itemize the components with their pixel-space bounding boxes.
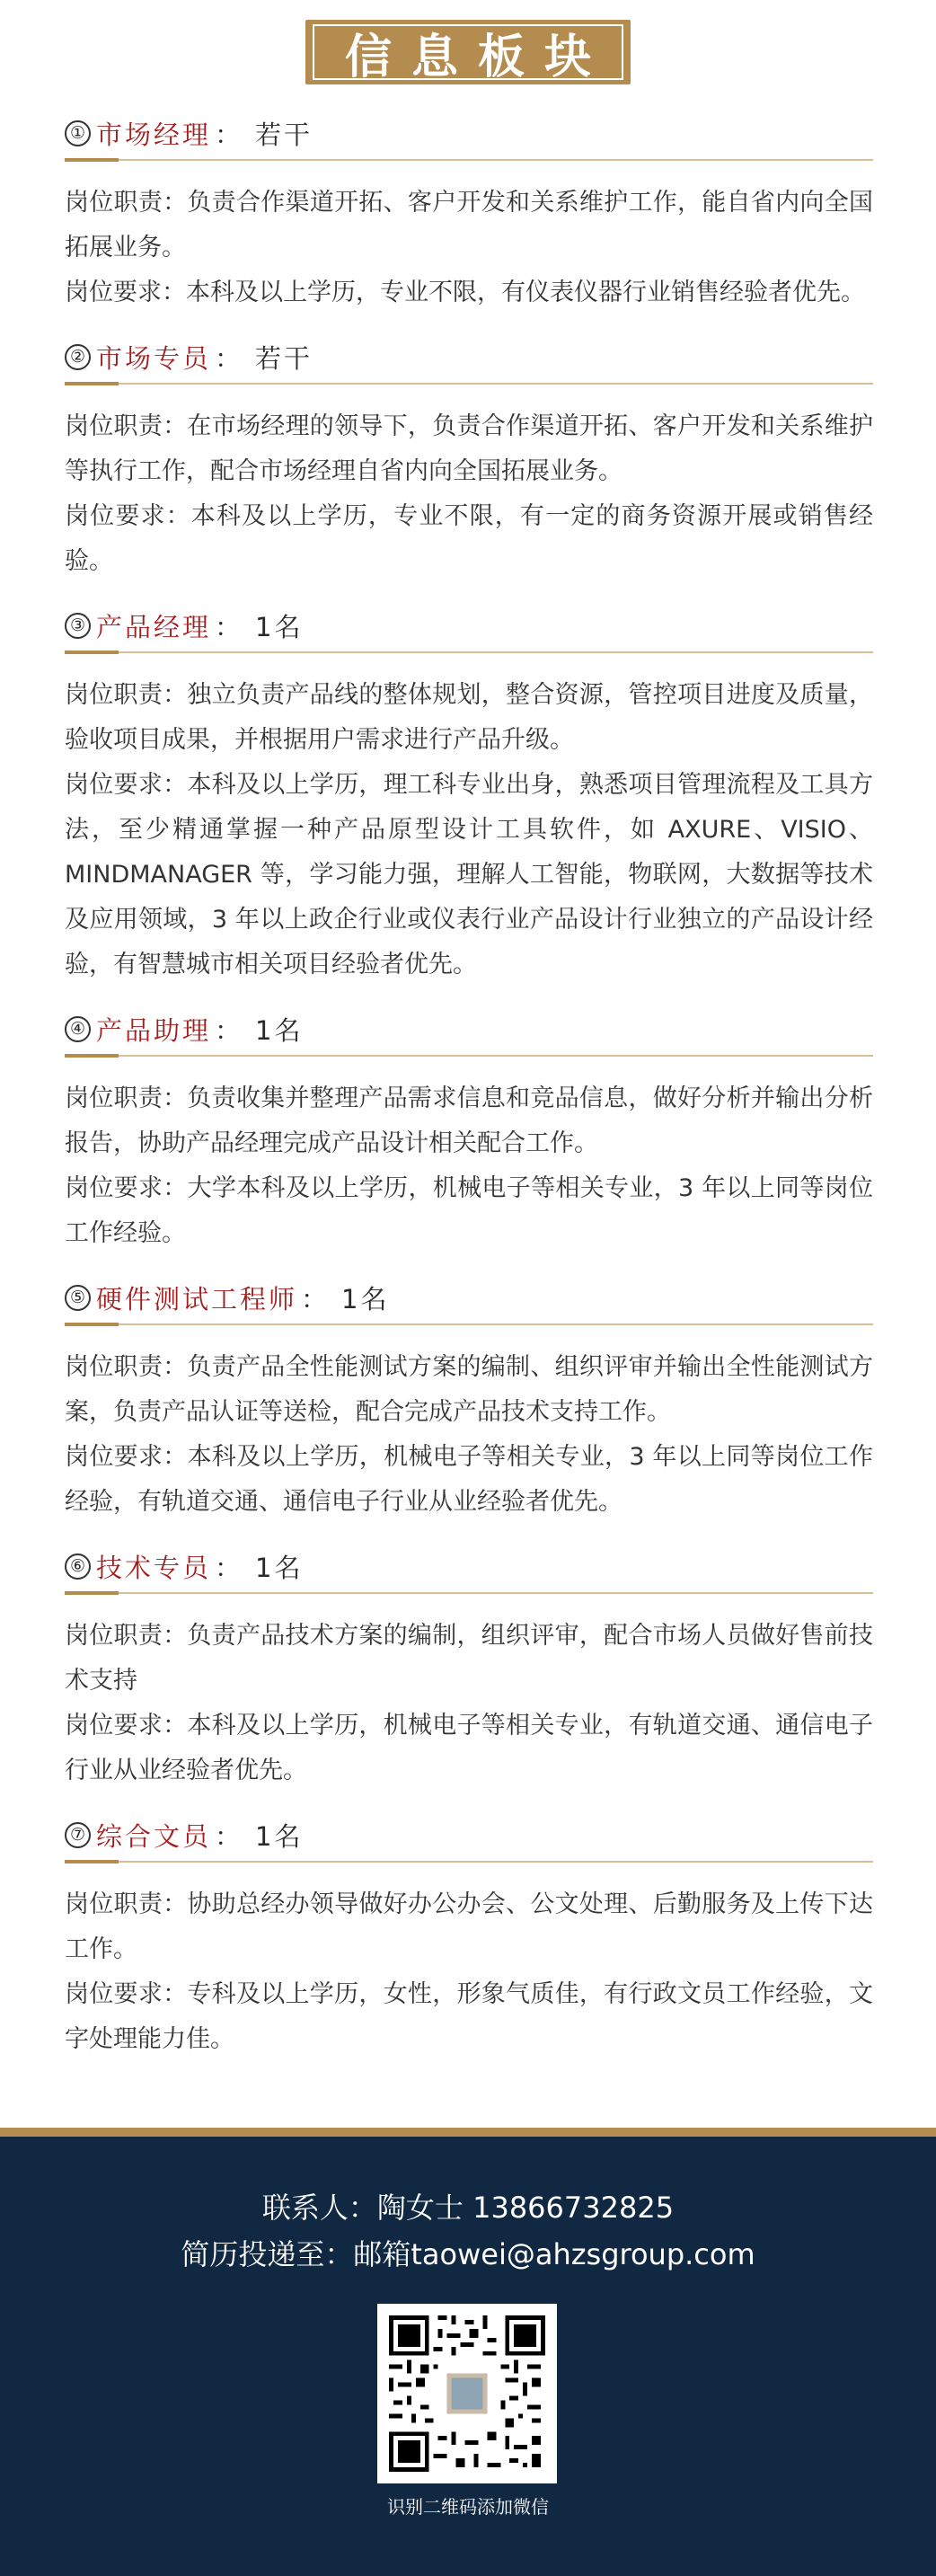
job-requirement: 岗位要求：本科及以上学历，机械电子等相关专业，有轨道交通、通信电子行业从业经验者优先。 [65, 1712, 873, 1784]
job-heading [65, 1005, 873, 1052]
job-colon: ： [215, 1014, 242, 1046]
number-badge: ① [65, 120, 91, 146]
job-section [65, 110, 873, 333]
job-title: 产品经理 [96, 611, 212, 642]
header [0, 20, 936, 84]
job-colon: ： [215, 119, 242, 150]
qr-code-icon [384, 2311, 550, 2476]
job-title: 硬件测试工程师 [96, 1283, 298, 1315]
job-count: 若干 [255, 342, 313, 374]
section-divider [65, 383, 873, 385]
section-divider [65, 1592, 873, 1594]
job-requirement: 岗位要求：大学本科及以上学历，机械电子等相关专业，3 年以上同等岗位工作经验。 [65, 1174, 873, 1247]
job-requirement: 岗位要求：本科及以上学历，机械电子等相关专业，3 年以上同等岗位工作经验，有轨道交通、通信电子行业从业经验者优先。 [65, 1443, 873, 1516]
job-body [65, 161, 873, 315]
job-requirement: 岗位要求：本科及以上学历，专业不限，有一定的商务资源开展或销售经验。 [65, 502, 873, 575]
job-count: 若干 [255, 119, 313, 150]
job-heading [65, 1811, 873, 1858]
job-requirement: 岗位要求：本科及以上学历，理工科专业出身，熟悉项目管理流程及工具方法，至少精通掌握一种产品原型设计工具软件，如 AXURE、VISIO、MINDMANAGER 等，学习能力强，理解人工智能，物联网，大数据等技术及应用领域，3 年以上政企行业或仪表行业产品设计行业独立的产品设计经验，有智慧城市相关项目经验者优先。 [65, 771, 873, 978]
job-body [65, 1325, 873, 1525]
job-section [65, 1811, 873, 2062]
job-duty: 岗位职责：在市场经理的领导下，负责合作渠道开拓、客户开发和关系维护等执行工作，配合市场经理自省内向全国拓展业务。 [65, 412, 873, 485]
contact-footer [0, 2128, 936, 2576]
job-title: 市场专员 [96, 342, 212, 374]
job-list [65, 110, 873, 2062]
job-body [65, 385, 873, 584]
resume-email[interactable]: 简历投递至：邮箱taowei@ahzsgroup.com [181, 2237, 755, 2271]
section-divider [65, 1861, 873, 1863]
job-colon: ： [215, 342, 242, 374]
section-divider [65, 1055, 873, 1057]
job-body [65, 1057, 873, 1256]
job-title: 产品助理 [96, 1014, 212, 1046]
job-count: 1名 [255, 1552, 304, 1583]
job-duty: 岗位职责：独立负责产品线的整体规划，整合资源，管控项目进度及质量，验收项目成果，并根据用户需求进行产品升级。 [65, 681, 873, 754]
job-title: 技术专员 [96, 1552, 212, 1583]
job-title: 综合文员 [96, 1820, 212, 1852]
job-count: 1名 [255, 1820, 304, 1852]
job-section [65, 1005, 873, 1274]
job-heading [65, 110, 873, 156]
job-duty: 岗位职责：负责产品全性能测试方案的编制、组织评审并输出全性能测试方案，负责产品认证等送检，配合完成产品技术支持工作。 [65, 1353, 873, 1426]
job-count: 1名 [255, 1014, 304, 1046]
job-colon: ： [215, 1552, 242, 1583]
section-divider [65, 1323, 873, 1325]
job-section [65, 1274, 873, 1543]
number-badge: ⑤ [65, 1285, 91, 1311]
job-count: 1名 [255, 611, 304, 642]
number-badge: ② [65, 344, 91, 370]
job-section [65, 1543, 873, 1811]
job-section [65, 602, 873, 1005]
section-divider [65, 159, 873, 161]
job-duty: 岗位职责：协助总经办领导做好办公办会、公文处理、后勤服务及上传下达工作。 [65, 1890, 873, 1963]
job-colon: ： [215, 1820, 242, 1852]
job-body [65, 1594, 873, 1793]
job-duty: 岗位职责：负责合作渠道开拓、客户开发和关系维护工作，能自省内向全国拓展业务。 [65, 189, 873, 261]
number-badge: ⑦ [65, 1822, 91, 1848]
number-badge: ⑥ [65, 1554, 91, 1580]
job-requirement: 岗位要求：本科及以上学历，专业不限，有仪表仪器行业销售经验者优先。 [65, 279, 865, 306]
job-requirement: 岗位要求：专科及以上学历，女性，形象气质佳，有行政文员工作经验，文字处理能力佳。 [65, 1980, 873, 2053]
job-count: 1名 [341, 1283, 390, 1315]
job-body [65, 653, 873, 987]
wechat-qr-code[interactable] [377, 2304, 557, 2483]
header-banner [305, 20, 631, 84]
job-section [65, 333, 873, 602]
job-colon: ： [215, 611, 242, 642]
job-heading [65, 602, 873, 649]
page-title: 信息板块 [344, 30, 611, 84]
job-heading [65, 333, 873, 380]
section-divider [65, 651, 873, 653]
job-heading [65, 1274, 873, 1321]
job-body [65, 1863, 873, 2062]
job-title: 市场经理 [96, 119, 212, 150]
number-badge: ④ [65, 1016, 91, 1042]
job-colon: ： [301, 1283, 328, 1315]
qr-caption: 识别二维码添加微信 [387, 2496, 549, 2518]
job-heading [65, 1543, 873, 1589]
job-duty: 岗位职责：负责产品技术方案的编制，组织评审，配合市场人员做好售前技术支持 [65, 1622, 873, 1695]
job-duty: 岗位职责：负责收集并整理产品需求信息和竞品信息，做好分析并输出分析报告，协助产品经理完成产品设计相关配合工作。 [65, 1084, 873, 1157]
contact-person: 联系人：陶女士 13866732825 [261, 2191, 675, 2225]
number-badge: ③ [65, 613, 91, 639]
